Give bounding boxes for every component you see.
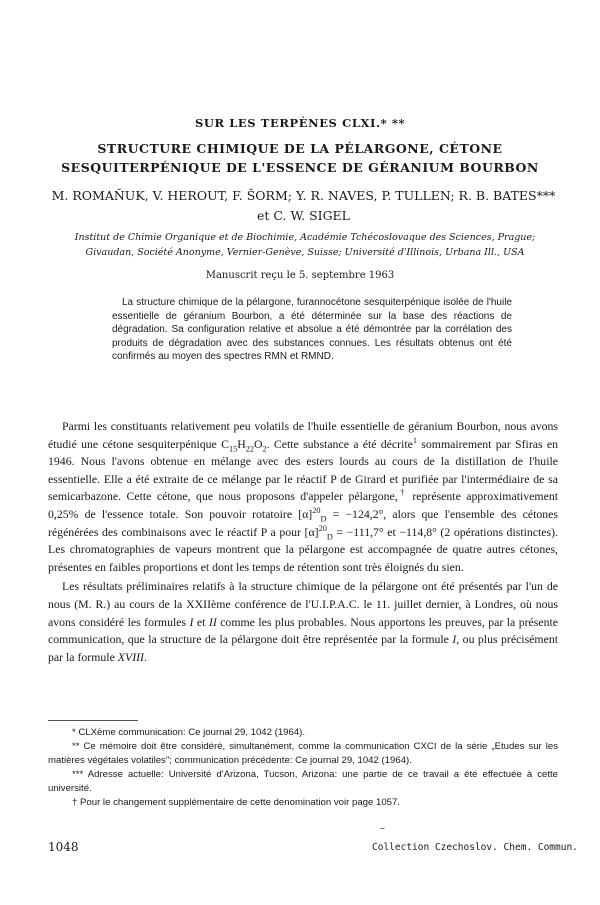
article-title-line-2: SESQUITERPÉNIQUE DE L'ESSENCE DE GÉRANIUM BOURBON — [61, 160, 539, 175]
formula-ref: I — [452, 632, 457, 647]
paragraph-1 — [48, 418, 558, 576]
text-run: et — [193, 614, 209, 629]
journal-name: Collection Czechoslov. Chem. Commun. — [372, 842, 578, 853]
rotation-line: D — [326, 531, 333, 541]
text-run: = −111,7° et −114,8° (2 opérations distinctes). Les chromatographies de vapeurs montrent que la pélargone est accompagnée de quatre autres cétones, présentes en faibles proportions et dont les temps de rétention sont très éloignés du sien. — [48, 524, 558, 574]
formula-ref: II — [208, 614, 217, 629]
footnote-2: ** Ce mémoire doit être considéré, simultanément, comme la communication CXCI de la série „Etudes sur les matières végétales volatiles"; communication précédente: Ce journal 29, 1042 (1964). — [48, 741, 558, 766]
formula-ref: XVIII — [117, 649, 144, 664]
paragraph-2 — [48, 578, 558, 666]
abstract — [112, 296, 512, 364]
text-run: représente approximativement 0,25% de l'essence totale. Son pouvoir rotatoire [α] — [48, 489, 558, 521]
author-line-1: M. ROMAŇUK, V. HEROUT, F. ŠORM; Y. R. NAVES, P. TULLEN; R. B. BATES*** — [51, 188, 556, 203]
bottom-dash: – — [380, 823, 385, 834]
footnote-marker: † — [397, 488, 407, 498]
footnote-3: *** Adresse actuelle: Université d'Arizona, Tucson, Arizona: une partie de ce travail a été effectuée à cette université. — [48, 769, 558, 794]
text-run: . — [143, 649, 147, 664]
rotation-temperature: 20 — [312, 506, 321, 516]
reference-marker: 1 — [412, 435, 418, 445]
formula-subscript: 22 — [245, 443, 254, 453]
formula-ref: I — [189, 614, 194, 629]
series-title: SUR LES TERPÈNES CLXI.* ** — [194, 116, 406, 130]
formula-element: O — [253, 436, 263, 451]
text-run: Les résultats préliminaires relatifs à la structure chimique de la pélargone ont été présentés par l'un de nous (M. R.) au cours de la XXIIème conférence de l'U.I.P.A.C. le 11. juillet dernier, à Londres, où nous avons considéré les formules — [48, 579, 558, 629]
text-run: sommairement par Sfiras en 1946. Nous l'avons obtenue en mélange avec des esters lourds au cours de la distillation de l'huile essentielle. Elle a été extraite de ce mélange par le réactif P de Girard et purifiée par l'intermédiaire de sa semicarbazone. Cette cétone, que nous proposons d'appeler pélargone, — [48, 436, 559, 504]
rotation-line: D — [320, 514, 327, 524]
text-run: comme les plus probables. Nous apportons les preuves, par la présente communication, que la structure de la pélargone doit être représentée par la formule — [48, 614, 558, 647]
article-title-line-1: STRUCTURE CHIMIQUE DE LA PÉLARGONE, CÉTONE — [97, 141, 503, 156]
main-text — [48, 418, 558, 668]
footnote-4: † Pour le changement supplémentaire de cette denomination voir page 1057. — [72, 797, 401, 808]
formula-subscript: 15 — [228, 443, 238, 453]
received-date: Manuscrit reçu le 5. septembre 1963 — [205, 270, 395, 281]
affiliation-line-1: Institut de Chimie Organique et de Biochimie, Académie Tchécoslovaque des Sciences, Prague; — [74, 232, 536, 243]
affiliations — [60, 230, 550, 260]
abstract-text: La structure chimique de la pélargone, furannocétone sesquiterpénique isolée de l'huile essentielle de géranium Bourbon, a été déterminée sur la base des réactions de dégradation. Sa configuration relative et absolue a été démontrée par la corrélation des produits de dégradation avec des substances connues. Les résultats obtenus ont été confirmés au moyen des spectres RMN et RMND. — [112, 297, 512, 362]
text-run: = −124,2°, alors que l'ensemble des cétones régénérées des combinaisons avec le réactif P a pour [α] — [48, 506, 558, 539]
footnote-rule — [48, 720, 138, 721]
rotation-temperature: 20 — [318, 523, 327, 533]
footnote-1: * CLXème communication: Ce journal 29, 1042 (1964). — [72, 727, 306, 738]
formula-subscript: 2 — [262, 443, 267, 453]
text-run: . Cette substance a été décrite — [266, 436, 413, 451]
author-line-2: et C. W. SIGEL — [257, 208, 350, 223]
author-list — [46, 186, 561, 226]
text-run: , ou plus précisément par la formule — [48, 632, 558, 664]
text-run: Parmi les constituants relativement peu volatils de l'huile essentielle de géranium Bourbon, nous avons étudié une cétone sesquiterpénique C — [48, 419, 558, 451]
affiliation-line-2: Givaudan, Société Anonyme, Vernier-Genève, Suisse; Université d'Illinois, Urbana Ill., USA — [85, 247, 525, 258]
footnotes — [48, 726, 558, 810]
page-number: 1048 — [48, 840, 79, 854]
article-title — [0, 139, 600, 177]
formula-element: H — [237, 436, 246, 451]
